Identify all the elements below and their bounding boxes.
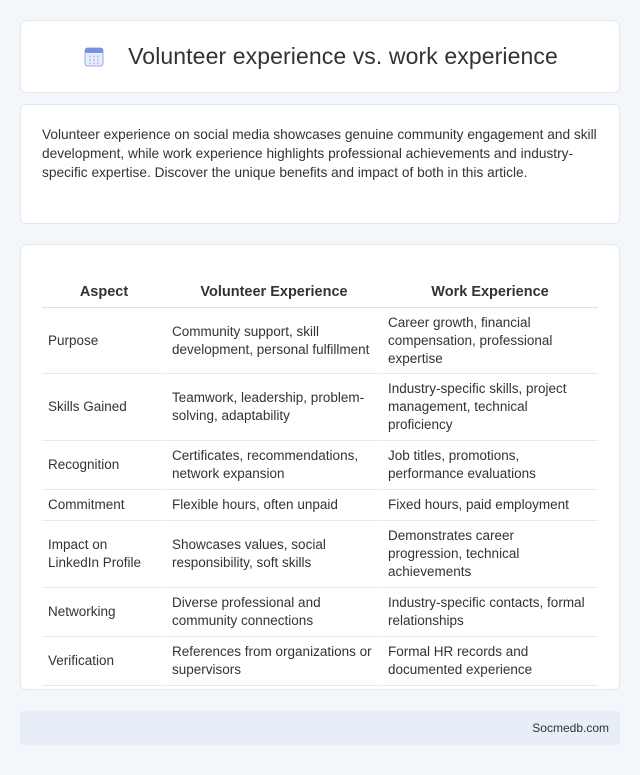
footer	[20, 711, 620, 745]
cell-aspect: Impact on LinkedIn Profile	[42, 521, 166, 588]
footer-site-name[interactable]: Socmedb.com	[532, 721, 609, 735]
table-row	[42, 637, 598, 686]
page-title: Volunteer experience vs. work experience	[128, 43, 558, 69]
cell-volunteer: Diverse professional and community connections	[166, 588, 382, 637]
title-card	[20, 20, 620, 93]
cell-work: Job titles, promotions, performance evaluations	[382, 441, 598, 490]
cell-work: Formal HR records and documented experience	[382, 637, 598, 686]
cell-work: Industry-specific contacts, formal relationships	[382, 588, 598, 637]
table-row	[42, 441, 598, 490]
table-row	[42, 588, 598, 637]
intro-text: Volunteer experience on social media showcases genuine community engagement and skill development, while work experience highlights professional achievements and industry-specific expertise. Discover the unique benefits and impact of both in this article.	[42, 127, 597, 180]
cell-aspect: Verification	[42, 637, 166, 686]
cell-work: Career growth, financial compensation, professional expertise	[382, 308, 598, 374]
header-aspect: Aspect	[42, 265, 166, 308]
header-volunteer-experience: Volunteer Experience	[166, 265, 382, 308]
cell-work: Demonstrates career progression, technical achievements	[382, 521, 598, 588]
cell-aspect: Commitment	[42, 490, 166, 521]
cell-volunteer: Flexible hours, often unpaid	[166, 490, 382, 521]
table-row	[42, 374, 598, 441]
cell-volunteer: Community support, skill development, personal fulfillment	[166, 308, 382, 374]
cell-volunteer: Certificates, recommendations, network expansion	[166, 441, 382, 490]
cell-aspect: Purpose	[42, 308, 166, 374]
table-card	[20, 244, 620, 690]
cell-volunteer: References from organizations or supervisors	[166, 637, 382, 686]
calendar-icon	[82, 45, 106, 69]
cell-volunteer: Teamwork, leadership, problem-solving, adaptability	[166, 374, 382, 441]
cell-volunteer: Showcases values, social responsibility, soft skills	[166, 521, 382, 588]
table-row	[42, 308, 598, 374]
cell-aspect: Skills Gained	[42, 374, 166, 441]
table-header-row	[42, 265, 598, 308]
cell-aspect: Recognition	[42, 441, 166, 490]
cell-aspect: Networking	[42, 588, 166, 637]
table-row	[42, 521, 598, 588]
comparison-table	[42, 265, 598, 686]
cell-work: Industry-specific skills, project management, technical proficiency	[382, 374, 598, 441]
cell-work: Fixed hours, paid employment	[382, 490, 598, 521]
table-row	[42, 490, 598, 521]
intro-card	[20, 104, 620, 224]
header-work-experience: Work Experience	[382, 265, 598, 308]
